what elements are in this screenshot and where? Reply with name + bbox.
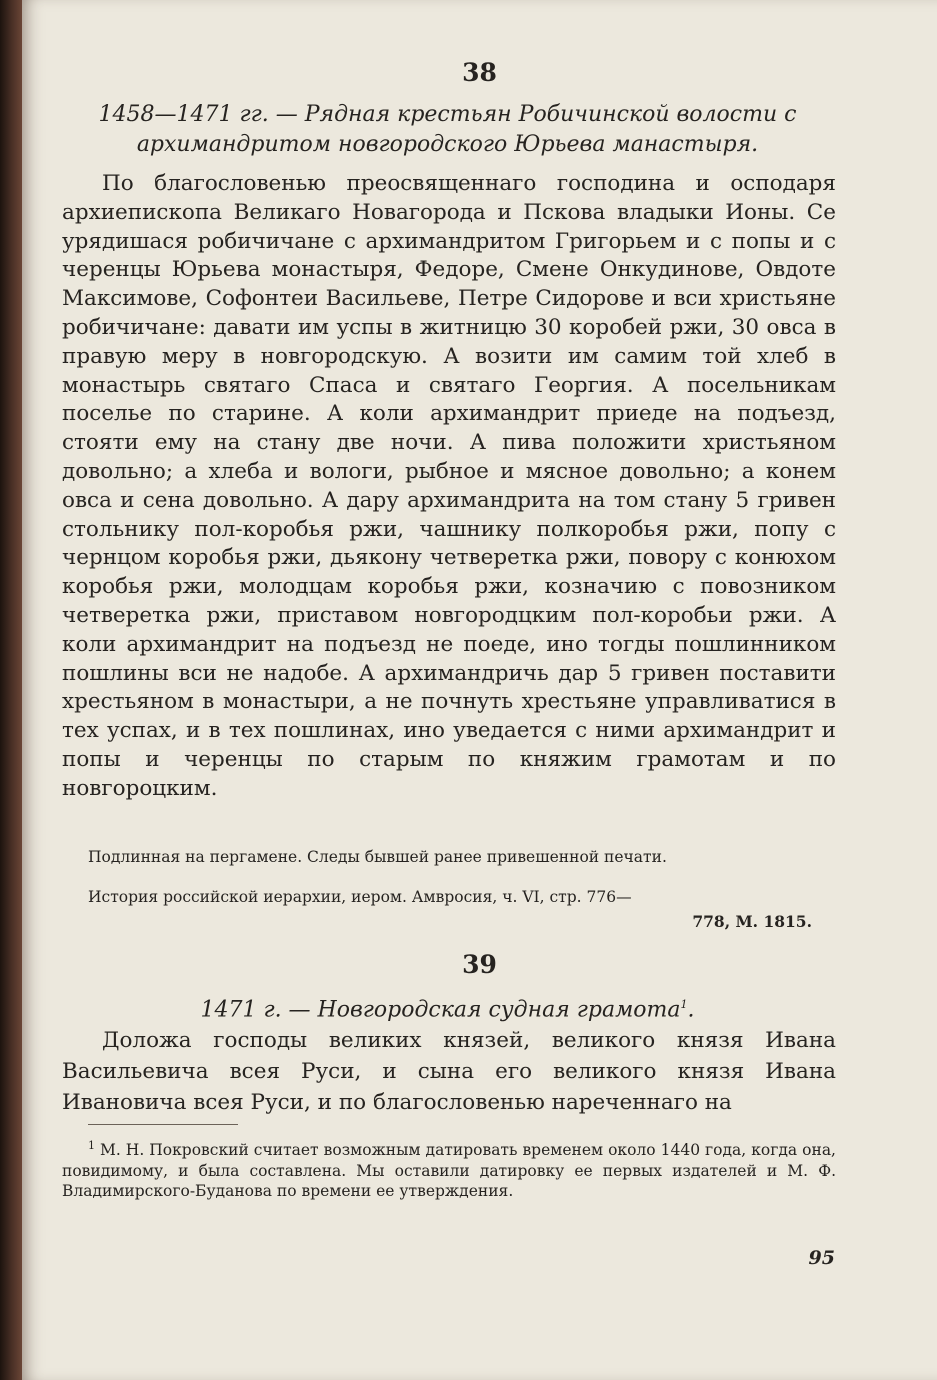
document-38-heading <box>60 100 835 160</box>
heading-title: — Рядная крестьян Робичинской волости с архимандритом новгородского Юрьева манастыря. <box>136 102 797 157</box>
provenance-note: Подлинная на пергамене. Следы бывшей ранее привешенной печати. <box>88 848 667 866</box>
footnote <box>62 1136 836 1202</box>
heading-title: — Новгородская судная грамота <box>281 997 681 1023</box>
heading-period: . <box>687 997 695 1023</box>
document-39-heading <box>60 990 835 1025</box>
document-number-38: 38 <box>462 58 497 87</box>
document-38-body: По благословенью преосвященнаго господина и осподаря архиепископа Великаго Новагорода и Пскова владыки Ионы. Се урядишася робичичане с архимандритом Григорьем и с попы и с черенцы Юрьева монастыря, Федоре, Смене Онкудинове, Овдоте Максимове, Софонтеи Васильеве, Петре Сидорове и вси христьяне робичичане: давати им успы в житницю 30 коробей ржи, 30 овса в правую меру в новгородскую. А возити им самим той хлеб в монастырь святаго Спаса и святаго Георгия. А посельникам поселье по старине. А коли архимандрит приеде на подъезд, стояти ему на стану две ночи. А пива положити христьяном довольно; а хлеба и вологи, рыбное и мясное довольно; а конем овса и сена довольно. А дару архимандрита на том стану 5 гривен стольнику пол-коробья ржи, чашнику полкоробья ржи, попу с чернцом коробья ржи, дьякону четверетка ржи, повору с конюхом коробья ржи, молодцам коробья ржи, козначию с повозником четверетка ржи, приставом новгородцким пол-коробьи ржи. А коли архимандрит на подъезд не поеде, ино тогды пошлинником пошлины вси не надобе. А архимандричь дар 5 гривен поставити хрестьяном в монастыри, а не почнуть хрестьяне управливатися в тех успах, и в тех пошлинах, ино уведается с ними архимандрит и попы и черенцы по старым по княжим грамотам и по новгороцким. <box>62 171 836 801</box>
footnote-reference[interactable]: 1 <box>680 998 688 1011</box>
footnote-divider <box>88 1124 238 1125</box>
source-note-end: 778, М. 1815. <box>692 912 812 931</box>
footnote-mark: 1 <box>88 1139 95 1152</box>
source-note: История российской иерархии, иером. Амвросия, ч. VI, стр. 776— <box>88 888 632 906</box>
document-39-body: Доложа господы великих князей, великого князя Ивана Васильевича всея Руси, и сына его великого князя Ивана Ивановича всея Руси, и по благословенью нареченнаго на <box>62 1028 836 1115</box>
book-page <box>22 0 937 1380</box>
heading-date: 1471 г. <box>200 997 282 1023</box>
page-number: 95 <box>808 1247 835 1269</box>
book-spine <box>0 0 22 1380</box>
heading-date: 1458—1471 гг. <box>98 102 269 127</box>
footnote-text: М. Н. Покровский считает возможным датировать временем около 1440 года, когда она, повидимому, и была составлена. Мы оставили датировку ее первых издателей и М. Ф. Владимирского-Буданова по времени ее утверждения. <box>62 1141 836 1201</box>
document-number-39: 39 <box>462 950 497 979</box>
